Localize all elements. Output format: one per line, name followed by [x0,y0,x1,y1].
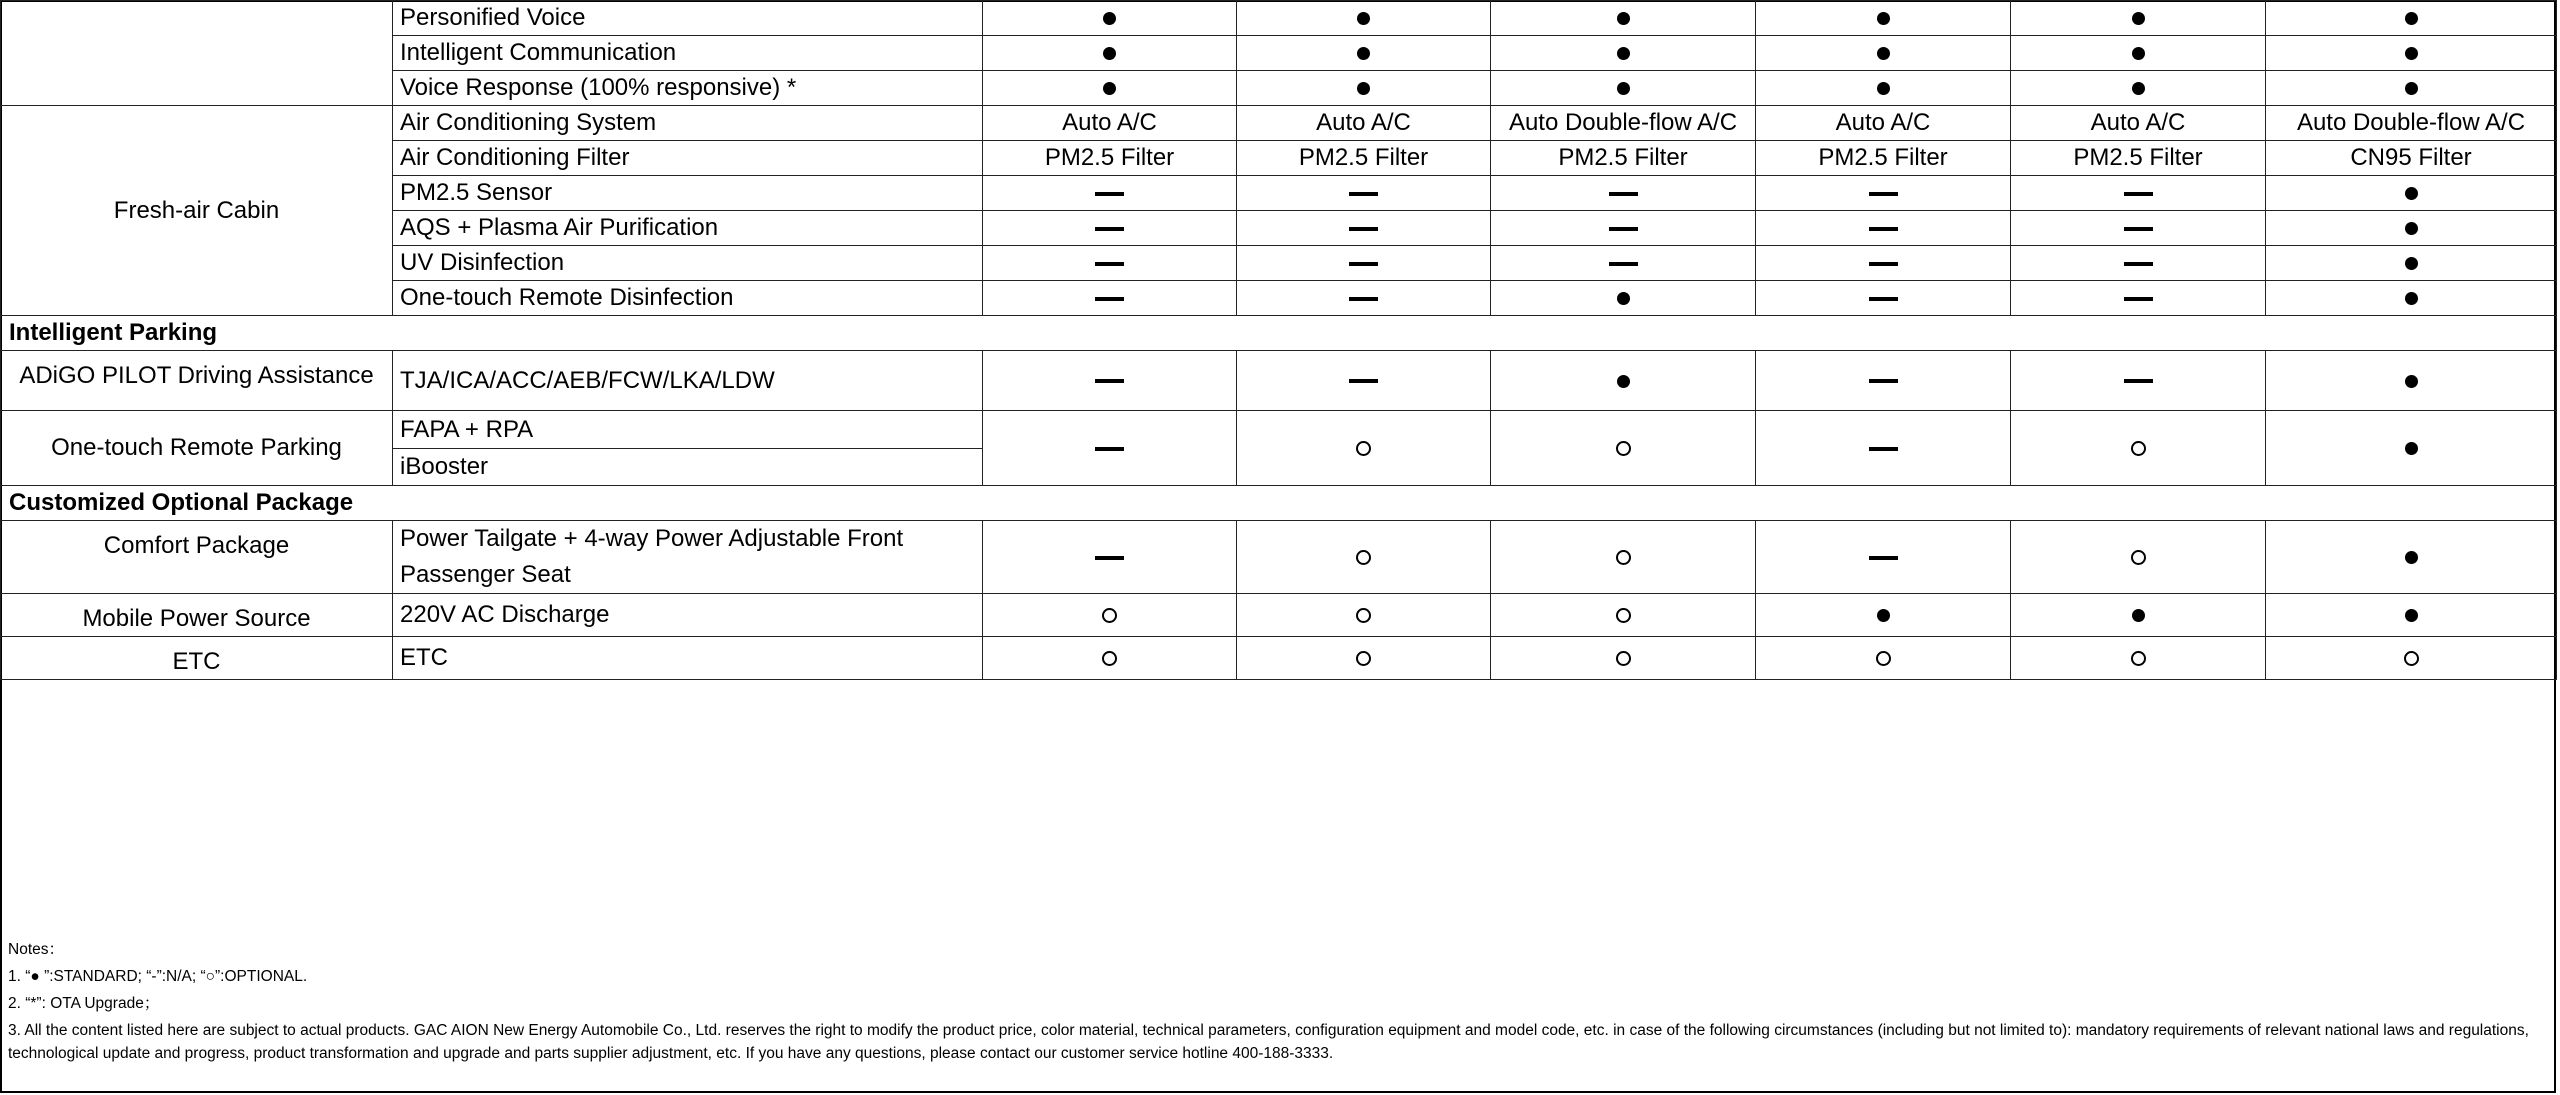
value-cell [1491,71,1756,106]
dash-icon [1609,262,1638,266]
value-cell [1237,1,1491,36]
note-line-3: 3. All the content listed here are subject to actual products. GAC AION New Energy Automobile Co., Ltd. reserves the right to modify the product price, color material, technical parameters, configuration equipment and model code, etc. in case of the following circumstances (including but not limited to): mandatory requirements of relevant national laws and regulations, technological update and progress, product transformation and upgrade and parts supplier adjustment, etc. If you have any questions, please contact our customer service hotline 400-188-3333. [8,1022,2529,1062]
feature-cell: Intelligent Communication [393,36,983,71]
value-cell: Auto A/C [1237,106,1491,141]
value-cell [1491,637,1756,680]
value-cell [1756,1,2011,36]
filled-dot-icon [2132,47,2145,60]
filled-dot-icon [2405,292,2418,305]
table-row [1,106,2557,141]
dash-icon [1869,262,1898,266]
category-cell: Comfort Package [1,521,393,594]
value-cell [1756,71,2011,106]
value-cell [2011,521,2266,594]
hollow-circle-icon [1102,651,1117,666]
category-one-touch-remote-parking: One-touch Remote Parking [1,411,393,486]
value-cell [2011,71,2266,106]
filled-dot-icon [1617,12,1630,25]
dash-icon [1869,447,1898,451]
value-cell [2011,36,2266,71]
value-cell: Auto Double-flow A/C [2266,106,2557,141]
filled-dot-icon [1877,47,1890,60]
value-cell [2266,211,2557,246]
hollow-circle-icon [1616,441,1631,456]
hollow-circle-icon [1356,550,1371,565]
dash-icon [1349,227,1378,231]
value-cell [1756,246,2011,281]
filled-dot-icon [2405,82,2418,95]
value-cell [1756,521,2011,594]
value-cell [1491,36,1756,71]
dash-icon [1349,297,1378,301]
value-cell: PM2.5 Filter [1237,141,1491,176]
value-cell [1756,176,2011,211]
dash-icon [1095,379,1124,383]
value-cell [983,411,1237,486]
value-cell: PM2.5 Filter [983,141,1237,176]
filled-dot-icon [2405,222,2418,235]
table-row [1,1,2557,36]
dash-icon [1095,262,1124,266]
section-title-customized-optional-package: Customized Optional Package [1,486,2557,521]
value-cell [983,36,1237,71]
value-cell: PM2.5 Filter [2011,141,2266,176]
value-cell [983,211,1237,246]
value-cell: Auto A/C [2011,106,2266,141]
table-row [1,637,2557,680]
feature-cell: UV Disinfection [393,246,983,281]
filled-dot-icon [1617,292,1630,305]
dash-icon [2124,262,2153,266]
filled-dot-icon [1357,82,1370,95]
value-cell [1756,637,2011,680]
value-cell: Auto A/C [983,106,1237,141]
value-cell [1756,594,2011,637]
filled-dot-icon [1103,82,1116,95]
feature-cell: 220V AC Discharge [393,594,983,637]
category-cell-continued [1,1,393,106]
table-row [1,594,2557,637]
value-cell [2266,176,2557,211]
value-cell [1756,281,2011,316]
value-cell [1491,176,1756,211]
hollow-circle-icon [2131,651,2146,666]
dash-icon [1095,227,1124,231]
dash-icon [1349,379,1378,383]
value-cell [983,246,1237,281]
category-cell: Mobile Power Source [1,594,393,637]
filled-dot-icon [1103,47,1116,60]
dash-icon [1349,262,1378,266]
value-cell [1237,211,1491,246]
value-cell: PM2.5 Filter [1491,141,1756,176]
filled-dot-icon [2405,257,2418,270]
hollow-circle-icon [1102,608,1117,623]
value-cell [1237,281,1491,316]
value-cell [983,281,1237,316]
value-cell [1491,246,1756,281]
dash-icon [1609,227,1638,231]
value-cell [983,71,1237,106]
value-cell [2266,246,2557,281]
filled-dot-icon [1617,47,1630,60]
feature-cell: iBooster [393,449,983,486]
value-cell [1756,411,2011,486]
value-cell [2011,1,2266,36]
value-cell [2266,411,2557,486]
value-cell [2266,36,2557,71]
table-row [1,411,2557,449]
dash-icon [1869,192,1898,196]
value-cell [983,1,1237,36]
feature-cell: PM2.5 Sensor [393,176,983,211]
dash-icon [1095,556,1124,560]
dash-icon [1869,556,1898,560]
value-cell [983,637,1237,680]
hollow-circle-icon [2131,441,2146,456]
dash-icon [2124,297,2153,301]
category-cell: ETC [1,637,393,680]
value-cell [1237,411,1491,486]
dash-icon [2124,227,2153,231]
notes-heading: Notes： [8,941,64,958]
filled-dot-icon [1617,375,1630,388]
filled-dot-icon [2132,12,2145,25]
dash-icon [1349,192,1378,196]
value-cell [1491,351,1756,411]
value-cell [2266,71,2557,106]
dash-icon [1095,192,1124,196]
value-cell [2011,594,2266,637]
feature-cell: Air Conditioning Filter [393,141,983,176]
feature-cell: Personified Voice [393,1,983,36]
value-cell [983,351,1237,411]
filled-dot-icon [2405,187,2418,200]
value-cell [983,521,1237,594]
filled-dot-icon [1103,12,1116,25]
filled-dot-icon [2405,609,2418,622]
value-cell [1237,36,1491,71]
value-cell [1237,594,1491,637]
value-cell [2266,637,2557,680]
value-cell: Auto A/C [1756,106,2011,141]
value-cell [1491,1,1756,36]
filled-dot-icon [1877,609,1890,622]
filled-dot-icon [1617,82,1630,95]
feature-cell: One-touch Remote Disinfection [393,281,983,316]
filled-dot-icon [2405,12,2418,25]
value-cell [1237,71,1491,106]
value-cell [1491,281,1756,316]
value-cell [2011,637,2266,680]
dash-icon [1095,447,1124,451]
value-cell [1237,521,1491,594]
filled-dot-icon [2405,442,2418,455]
value-cell: Auto Double-flow A/C [1491,106,1756,141]
value-cell [2011,281,2266,316]
category-adigo-pilot: ADiGO PILOT Driving Assistance [1,351,393,411]
feature-cell: ETC [393,637,983,680]
table-row [1,316,2557,351]
value-cell [2266,521,2557,594]
hollow-circle-icon [1356,651,1371,666]
feature-cell: Voice Response (100% responsive) * [393,71,983,106]
table-row [1,351,2557,411]
value-cell [1491,594,1756,637]
hollow-circle-icon [1616,550,1631,565]
value-cell [1237,176,1491,211]
hollow-circle-icon [1616,608,1631,623]
value-cell [2266,351,2557,411]
dash-icon [2124,379,2153,383]
value-cell [1756,351,2011,411]
hollow-circle-icon [2131,550,2146,565]
value-cell: CN95 Filter [2266,141,2557,176]
value-cell [1237,246,1491,281]
notes-section [8,938,2548,1069]
value-cell [2011,351,2266,411]
value-cell [1491,211,1756,246]
hollow-circle-icon [1876,651,1891,666]
value-cell [2011,176,2266,211]
table-row [1,486,2557,521]
value-cell [1756,211,2011,246]
hollow-circle-icon [1356,441,1371,456]
value-cell [2266,281,2557,316]
table-row [1,521,2557,594]
filled-dot-icon [2132,82,2145,95]
dash-icon [2124,192,2153,196]
value-cell [2266,594,2557,637]
filled-dot-icon [1877,12,1890,25]
value-cell [2011,211,2266,246]
value-cell [2011,411,2266,486]
value-cell: PM2.5 Filter [1756,141,2011,176]
filled-dot-icon [2405,551,2418,564]
value-cell [1756,36,2011,71]
dash-icon [1869,227,1898,231]
filled-dot-icon [1357,12,1370,25]
filled-dot-icon [2132,609,2145,622]
section-title-intelligent-parking: Intelligent Parking [1,316,2557,351]
category-fresh-air-cabin: Fresh-air Cabin [1,106,393,316]
value-cell [2266,1,2557,36]
feature-cell: TJA/ICA/ACC/AEB/FCW/LKA/LDW [393,351,983,411]
value-cell [1491,411,1756,486]
value-cell [983,594,1237,637]
hollow-circle-icon [2404,651,2419,666]
value-cell [1491,521,1756,594]
feature-cell: Power Tailgate + 4-way Power Adjustable Front Passenger Seat [393,521,983,594]
dash-icon [1095,297,1124,301]
dash-icon [1609,192,1638,196]
value-cell [1237,637,1491,680]
hollow-circle-icon [1356,608,1371,623]
feature-cell: FAPA + RPA [393,411,983,449]
note-line-1: 1. “● ”:STANDARD; “-”:N/A; “○”:OPTIONAL. [8,968,308,985]
filled-dot-icon [1877,82,1890,95]
value-cell [2011,246,2266,281]
value-cell [983,176,1237,211]
hollow-circle-icon [1616,651,1631,666]
note-line-2: 2. “*”: OTA Upgrade； [8,995,160,1012]
dash-icon [1869,379,1898,383]
filled-dot-icon [1357,47,1370,60]
filled-dot-icon [2405,47,2418,60]
dash-icon [1869,297,1898,301]
feature-cell: Air Conditioning System [393,106,983,141]
feature-cell: AQS + Plasma Air Purification [393,211,983,246]
value-cell [1237,351,1491,411]
filled-dot-icon [2405,375,2418,388]
